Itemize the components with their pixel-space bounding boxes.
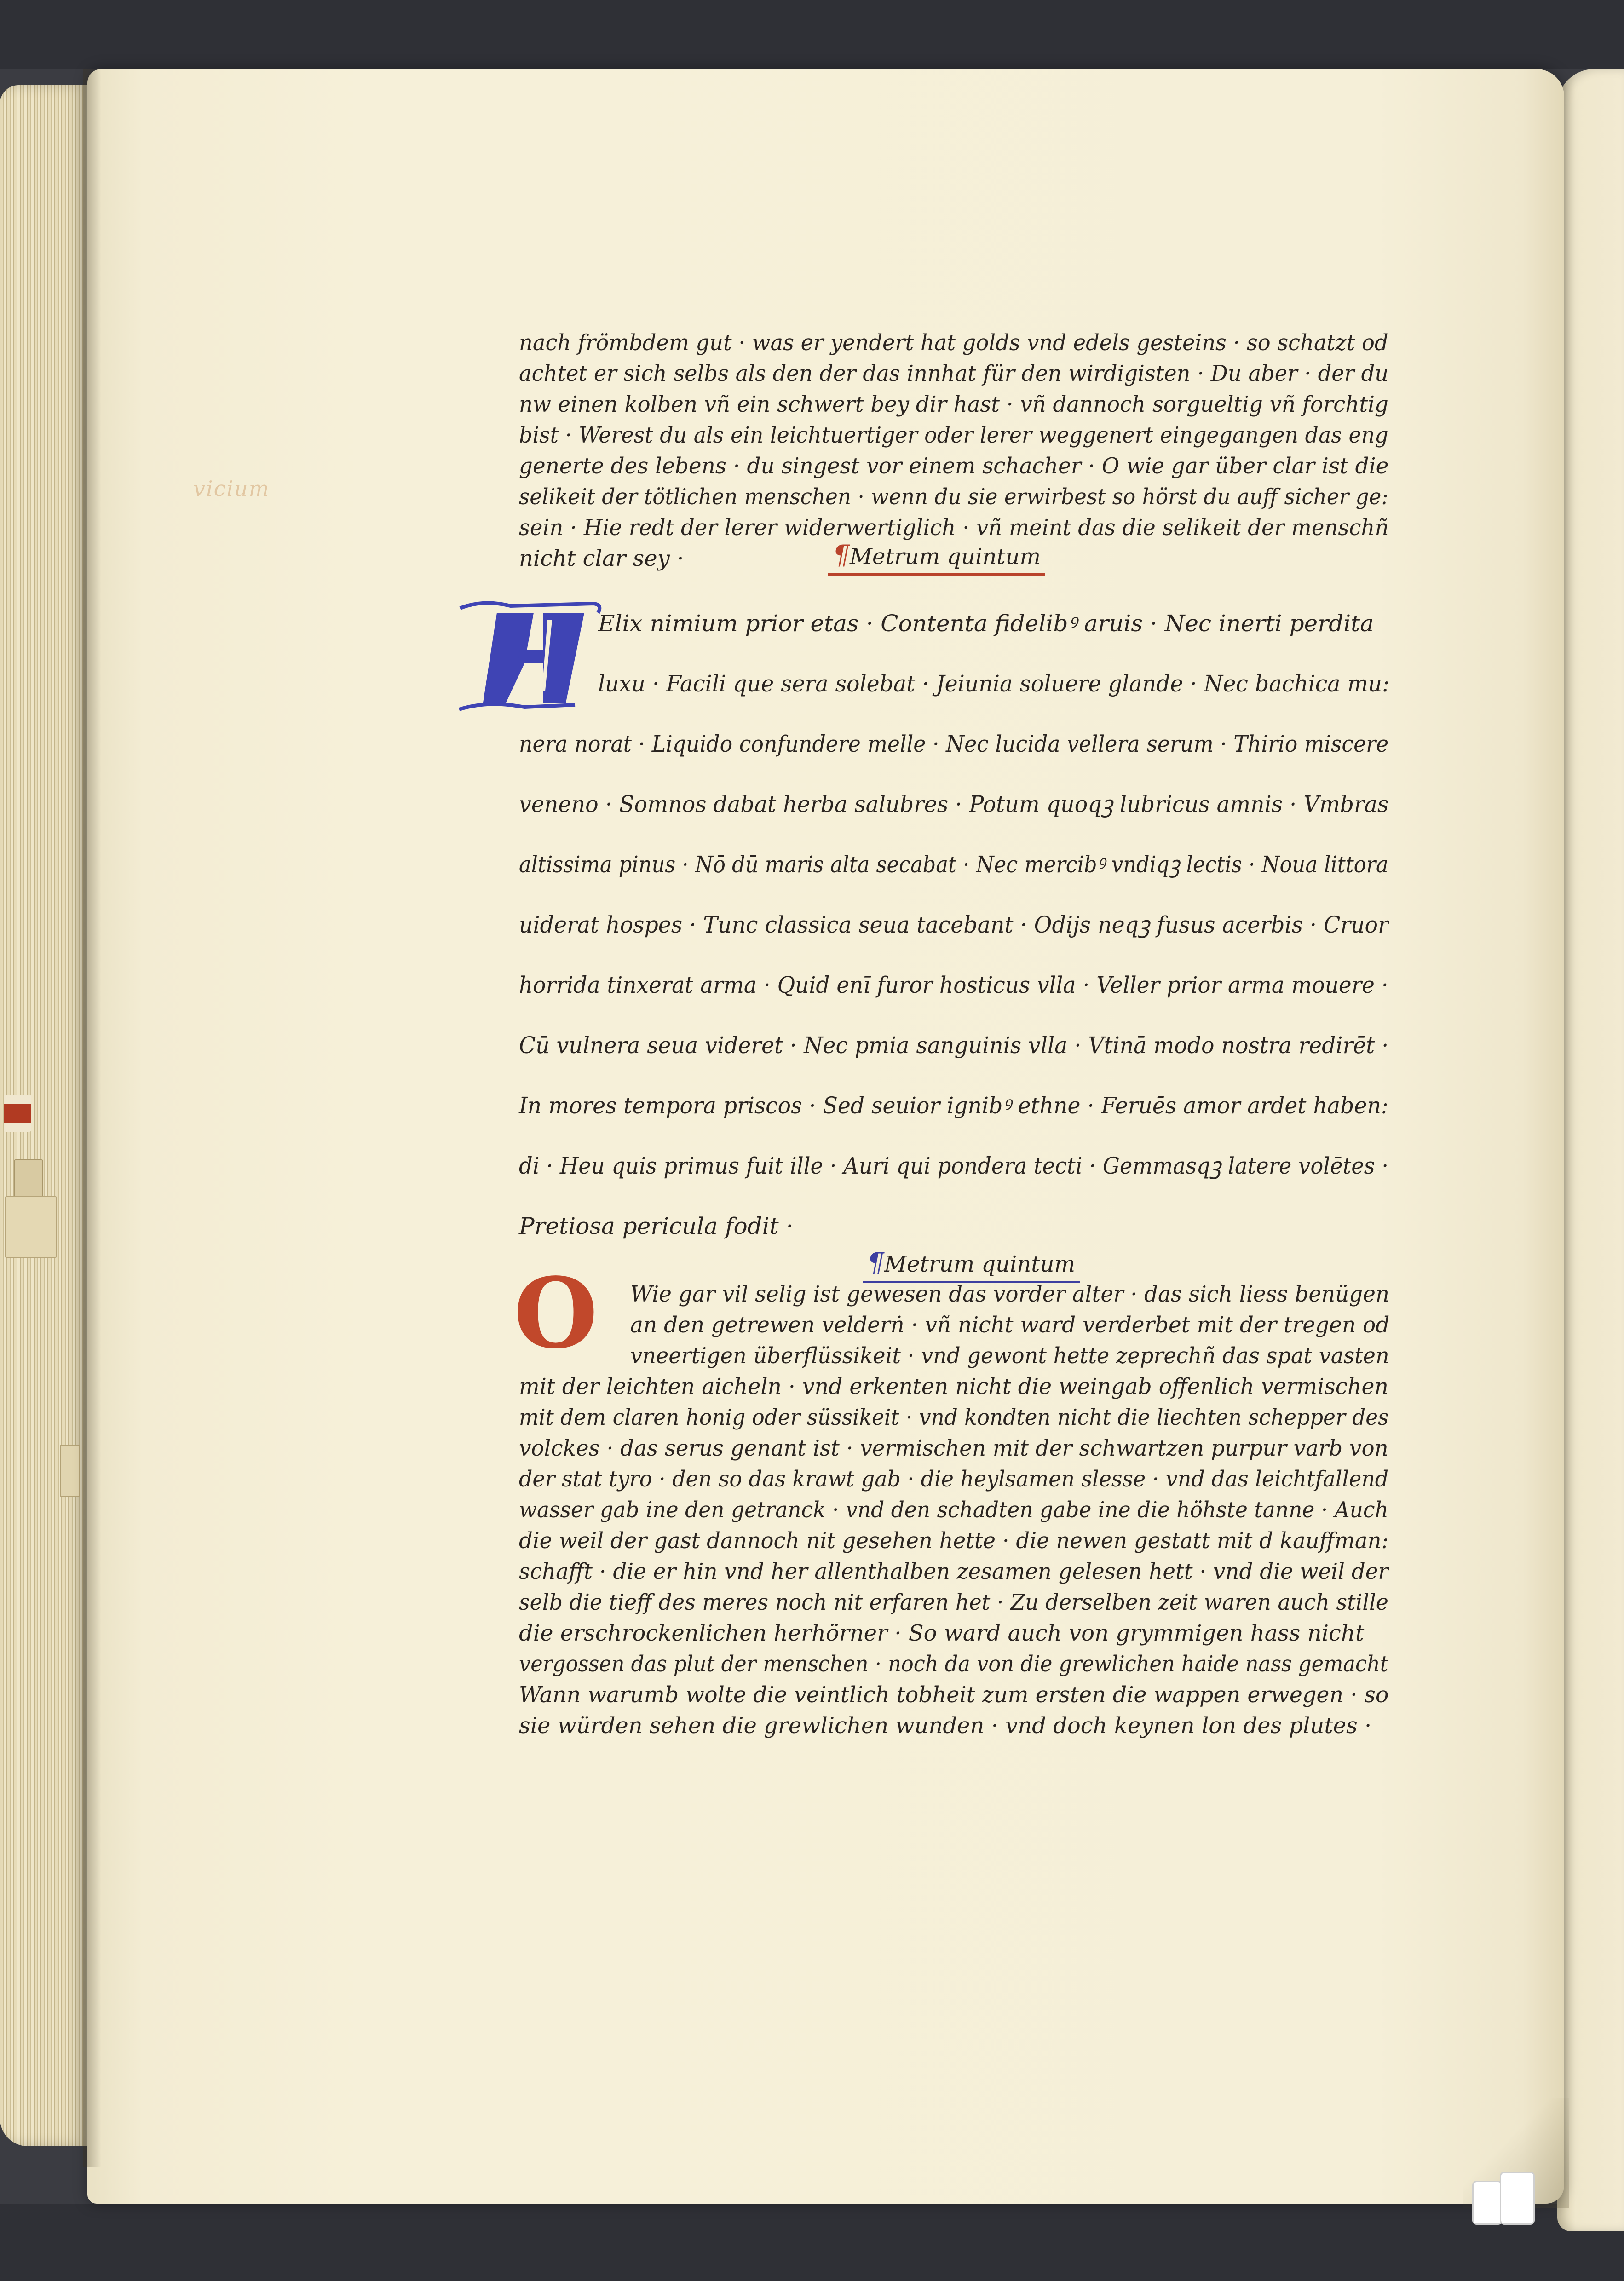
text-line: volckes · das serus genant ist · vermischen mit der schwartzen purpur varb von (519, 1435, 1388, 1461)
text-line: wasser gab ine den getranck · vnd den schadten gabe ine die höhste tanne · Auch (519, 1497, 1388, 1523)
heading-text: Metrum quintum (884, 1251, 1076, 1277)
section-heading-metrum (863, 1247, 1080, 1283)
text-line: mit der leichten aicheln · vnd erkenten nicht die weingab offenlich vermischen (519, 1374, 1388, 1400)
verse-line: luxu · Facili que sera solebat · Jeiunia soluere glande · Nec bachica mu: (598, 670, 1390, 697)
german-prose-top (519, 328, 1388, 574)
verse-line: uiderat hospes · Tunc classica seua tacebant · Odijs neqꝫ fusus acerbis · Cruor (519, 911, 1388, 938)
text-line: vergossen das plut der menschen · noch da von die grewlichen haide nass gemacht (519, 1651, 1388, 1677)
text-line: an den getrewen velderṅ · vñ nicht ward verderbet mit der tregen od (630, 1312, 1390, 1338)
facing-page-edge (1557, 69, 1624, 2231)
verse-line: Elix nimium prior etas · Contenta fidelibꝰ aruis · Nec inerti perdita (598, 610, 1374, 637)
text-line: nicht clar sey · (519, 546, 684, 571)
page-clip (1472, 2181, 1503, 2225)
german-prose-bottom (519, 1371, 1388, 1741)
text-line: der stat tyro · den so das krawt gab · die heylsamen slesse · vnd das leichtfallend (519, 1466, 1389, 1492)
text-line: Wie gar vil selig ist gewesen das vorder alter · das sich liess benügen (630, 1281, 1390, 1307)
paragraph-mark-icon: ¶ (867, 1247, 884, 1278)
latin-verse (519, 714, 1388, 1256)
verse-line: In mores tempora priscos · Sed seuior ignibꝰ ethne · Feruēs amor ardet haben: (519, 1092, 1388, 1119)
text-line: nw einen kolben vñ ein schwert bey dir hast · vñ dannoch sorgueltig vñ forchtig (519, 392, 1388, 417)
verse-line: veneno · Somnos dabat herba salubres · Potum quoqꝫ lubricus amnis · Vmbras (519, 791, 1389, 818)
text-line: nach frömbdem gut · was er yendert hat golds vnd edels gesteins · so schatzt od (519, 330, 1388, 356)
text-line: sein · Hie redt der lerer widerwertiglich · vñ meint das die selikeit der menschñ (519, 515, 1389, 541)
text-line: Wann warumb wolte die veintlich tobheit zum ersten die wappen erwegen · so (519, 1682, 1389, 1708)
text-line: die erschrockenlichen herhörner · So ward auch von grymmigen hass nicht (519, 1620, 1365, 1646)
text-line: generte des lebens · du singest vor einem schacher · O wie gar über clar ist die (519, 453, 1389, 479)
heading-text: Metrum quintum (849, 544, 1041, 570)
text-line: vneertigen überflüssikeit · vnd gewont hette zeprechñ das spat vasten (630, 1343, 1389, 1369)
decorated-initial: O (513, 1256, 598, 1370)
bookmark-tab-red (4, 1095, 31, 1132)
backdrop-bottom (0, 2204, 1624, 2281)
verse-line: nera norat · Liquido confundere melle · Nec lucida vellera serum · Thirio miscere (519, 731, 1389, 757)
bookmark-tab (60, 1445, 80, 1497)
backdrop-top (0, 0, 1624, 69)
text-line: achtet er sich selbs als den der das innhat für den wirdigisten · Du aber · der du (519, 361, 1389, 386)
verse-line: altissima pinus · Nō dū maris alta secabat · Nec mercibꝰ vndiqꝫ lectis · Noua littora (519, 851, 1388, 878)
verse-line: di · Heu quis primus fuit ille · Auri qui pondera tecti · Gemmasqꝫ latere volētes · (519, 1152, 1389, 1179)
verse-line: horrida tinxerat arma · Quid enī furor hosticus vlla · Veller prior arma mouere · (519, 972, 1388, 998)
initial-letter: F (455, 594, 456, 595)
text-line: die weil der gast dannoch nit gesehen hette · die newen gestatt mit d kauffman: (519, 1528, 1389, 1554)
latin-verse-line-1 (598, 593, 1389, 714)
margin-note: vicium (193, 476, 270, 501)
text-line: mit dem claren honig oder süssikeit · vnd kondten nicht die liechten schepper des (519, 1405, 1389, 1430)
text-line: schafft · die er hin vnd her allenthalben zesamen gelesen hett · vnd die weil der (519, 1559, 1388, 1584)
german-prose-bottom-indented (630, 1279, 1389, 1371)
gutter-shadow (83, 69, 101, 2167)
text-line: selb die tieff des meres noch nit erfaren het · Zu derselben zeit waren auch stille (519, 1590, 1389, 1615)
section-heading-metrum (828, 539, 1045, 576)
verse-line: Cū vulnera seua videret · Nec pmia sanguinis vlla · Vtinā modo nostra redirēt · (519, 1032, 1389, 1059)
decorated-initial (455, 594, 607, 721)
bookmark-tab (5, 1196, 57, 1258)
page-clip (1500, 2172, 1535, 2225)
paragraph-mark-icon: ¶ (833, 539, 850, 570)
verse-line: Pretiosa pericula fodit · (519, 1213, 794, 1239)
text-line: bist · Werest du als ein leichtuertiger oder lerer weggenert eingegangen das eng (519, 422, 1388, 448)
text-line: selikeit der tötlichen menschen · wenn du sie erwirbest so hörst du auff sicher ge: (519, 484, 1388, 510)
text-line: sie würden sehen die grewlichen wunden · vnd doch keynen lon des plutes · (519, 1713, 1372, 1739)
